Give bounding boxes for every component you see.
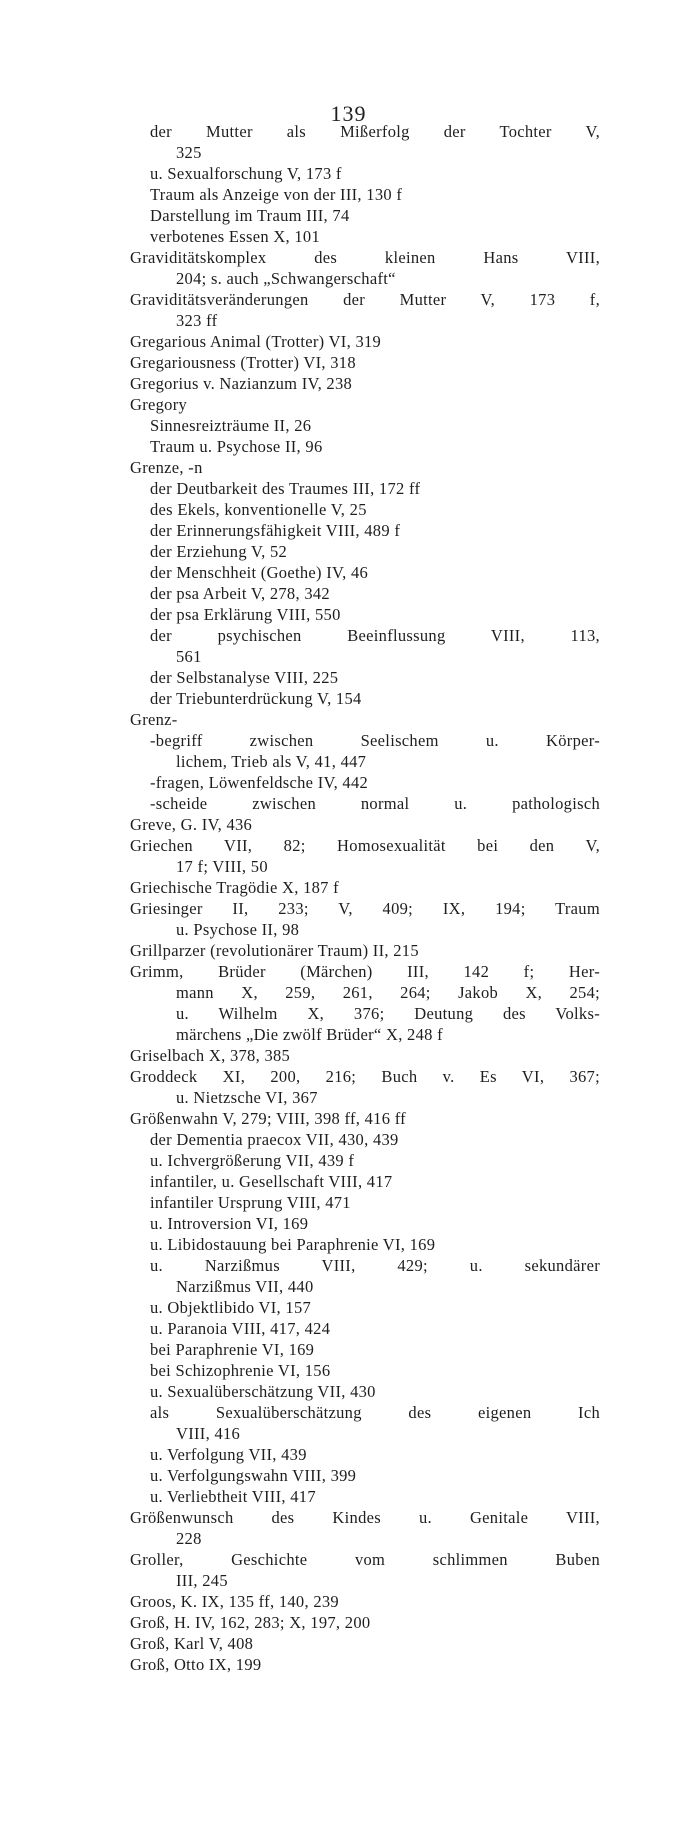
- index-entry: Graviditätsveränderungen der Mutter V, 173 f,: [130, 290, 600, 309]
- page-number: 139: [330, 101, 367, 126]
- index-continuation-line: III, 245: [176, 1571, 228, 1590]
- index-entry: Größenwahn V, 279; VIII, 398 ff, 416 ff: [130, 1109, 406, 1128]
- index-entry: Gregorius v. Nazianzum IV, 238: [130, 374, 353, 393]
- index-entry: Groos, K. IX, 135 ff, 140, 239: [130, 1592, 339, 1611]
- index-continuation-line: lichem, Trieb als V, 41, 447: [176, 752, 367, 771]
- index-entry: Größenwunsch des Kindes u. Genitale VIII,: [130, 1508, 600, 1527]
- index-continuation-line: märchens „Die zwölf Brüder“ X, 248 f: [176, 1025, 443, 1044]
- index-subentry: u. Verfolgung VII, 439: [150, 1445, 307, 1464]
- index-entry: Grenze, -n: [130, 458, 203, 477]
- index-subentry: der Deutbarkeit des Traumes III, 172 ff: [150, 479, 421, 498]
- index-entry: Gregariousness (Trotter) VI, 318: [130, 353, 356, 372]
- index-entry: Gregory: [130, 395, 188, 414]
- index-subentry: u. Sexualüberschätzung VII, 430: [150, 1382, 376, 1401]
- index-entry: Groß, H. IV, 162, 283; X, 197, 200: [130, 1613, 371, 1632]
- index-subentry: Traum u. Psychose II, 96: [150, 437, 323, 456]
- index-continuation-line: 228: [176, 1529, 202, 1548]
- index-entry: Grenz-: [130, 710, 178, 729]
- index-continuation-line: 204; s. auch „Schwangerschaft“: [176, 269, 396, 288]
- index-subentry: der Triebunterdrückung V, 154: [150, 689, 362, 708]
- index-subentry: infantiler, u. Gesellschaft VIII, 417: [150, 1172, 393, 1191]
- index-subentry: der Selbstanalyse VIII, 225: [150, 668, 339, 687]
- index-subentry: des Ekels, konventionelle V, 25: [150, 500, 367, 519]
- index-entry: Groddeck XI, 200, 216; Buch v. Es VI, 367;: [130, 1067, 600, 1086]
- index-subentry: Sinnesreizträume II, 26: [150, 416, 312, 435]
- index-subentry: u. Verliebtheit VIII, 417: [150, 1487, 316, 1506]
- index-entry: Griechen VII, 82; Homosexualität bei den V,: [130, 836, 600, 855]
- index-subentry: u. Introversion VI, 169: [150, 1214, 309, 1233]
- index-subentry: der Menschheit (Goethe) IV, 46: [150, 563, 369, 582]
- index-subentry: infantiler Ursprung VIII, 471: [150, 1193, 351, 1212]
- index-subentry: verbotenes Essen X, 101: [150, 227, 321, 246]
- index-subentry: der Mutter als Mißerfolg der Tochter V,: [150, 122, 600, 141]
- index-entry: Grillparzer (revolutionärer Traum) II, 215: [130, 941, 419, 960]
- index-continuation-line: mann X, 259, 261, 264; Jakob X, 254;: [176, 983, 600, 1002]
- index-subentry: -begriff zwischen Seelischem u. Körper-: [150, 731, 600, 750]
- index-entry: Groß, Otto IX, 199: [130, 1655, 262, 1674]
- index-subentry: Traum als Anzeige von der III, 130 f: [150, 185, 403, 204]
- index-subentry: der psa Arbeit V, 278, 342: [150, 584, 330, 603]
- index-subentry: der Dementia praecox VII, 430, 439: [150, 1130, 399, 1149]
- index-subentry: u. Ichvergrößerung VII, 439 f: [150, 1151, 355, 1170]
- index-entry: Griesinger II, 233; V, 409; IX, 194; Traum: [130, 899, 600, 918]
- index-subentry: der Erziehung V, 52: [150, 542, 288, 561]
- index-subentry: -scheide zwischen normal u. pathologisch: [150, 794, 600, 813]
- index-entry: Groller, Geschichte vom schlimmen Buben: [130, 1550, 600, 1569]
- index-continuation-line: u. Wilhelm X, 376; Deutung des Volks-: [176, 1004, 600, 1023]
- index-subentry: -fragen, Löwenfeldsche IV, 442: [150, 773, 369, 792]
- index-entry: Grimm, Brüder (Märchen) III, 142 f; Her-: [130, 962, 600, 981]
- index-subentry: u. Objektlibido VI, 157: [150, 1298, 312, 1317]
- index-entry: Greve, G. IV, 436: [130, 815, 253, 834]
- index-subentry: der psychischen Beeinflussung VIII, 113,: [150, 626, 600, 645]
- index-subentry: bei Schizophrenie VI, 156: [150, 1361, 331, 1380]
- index-entry: Griechische Tragödie X, 187 f: [130, 878, 339, 897]
- index-subentry: der Erinnerungsfähigkeit VIII, 489 f: [150, 521, 401, 540]
- index-subentry: u. Paranoia VIII, 417, 424: [150, 1319, 331, 1338]
- index-subentry: u. Libidostauung bei Paraphrenie VI, 169: [150, 1235, 436, 1254]
- index-subentry: als Sexualüberschätzung des eigenen Ich: [150, 1403, 600, 1422]
- index-entry: Graviditätskomplex des kleinen Hans VIII,: [130, 248, 600, 267]
- index-continuation-line: 325: [176, 143, 202, 162]
- index-continuation-line: VIII, 416: [176, 1424, 241, 1443]
- index-continuation-line: 17 f; VIII, 50: [176, 857, 268, 876]
- index-subentry: bei Paraphrenie VI, 169: [150, 1340, 315, 1359]
- index-continuation-line: 561: [176, 647, 202, 666]
- index-entry-list: [130, 121, 600, 1675]
- index-continuation-line: u. Nietzsche VI, 367: [176, 1088, 318, 1107]
- index-subentry: u. Sexualforschung V, 173 f: [150, 164, 342, 183]
- index-entry: Griselbach X, 378, 385: [130, 1046, 291, 1065]
- index-continuation-line: u. Psychose II, 98: [176, 920, 300, 939]
- index-continuation-line: Narzißmus VII, 440: [176, 1277, 314, 1296]
- index-continuation-line: 323 ff: [176, 311, 218, 330]
- index-subentry: der psa Erklärung VIII, 550: [150, 605, 341, 624]
- index-entry: Gregarious Animal (Trotter) VI, 319: [130, 332, 382, 351]
- index-entry: Groß, Karl V, 408: [130, 1634, 254, 1653]
- index-subentry: u. Verfolgungswahn VIII, 399: [150, 1466, 357, 1485]
- index-subentry: u. Narzißmus VIII, 429; u. sekundärer: [150, 1256, 600, 1275]
- index-subentry: Darstellung im Traum III, 74: [150, 206, 350, 225]
